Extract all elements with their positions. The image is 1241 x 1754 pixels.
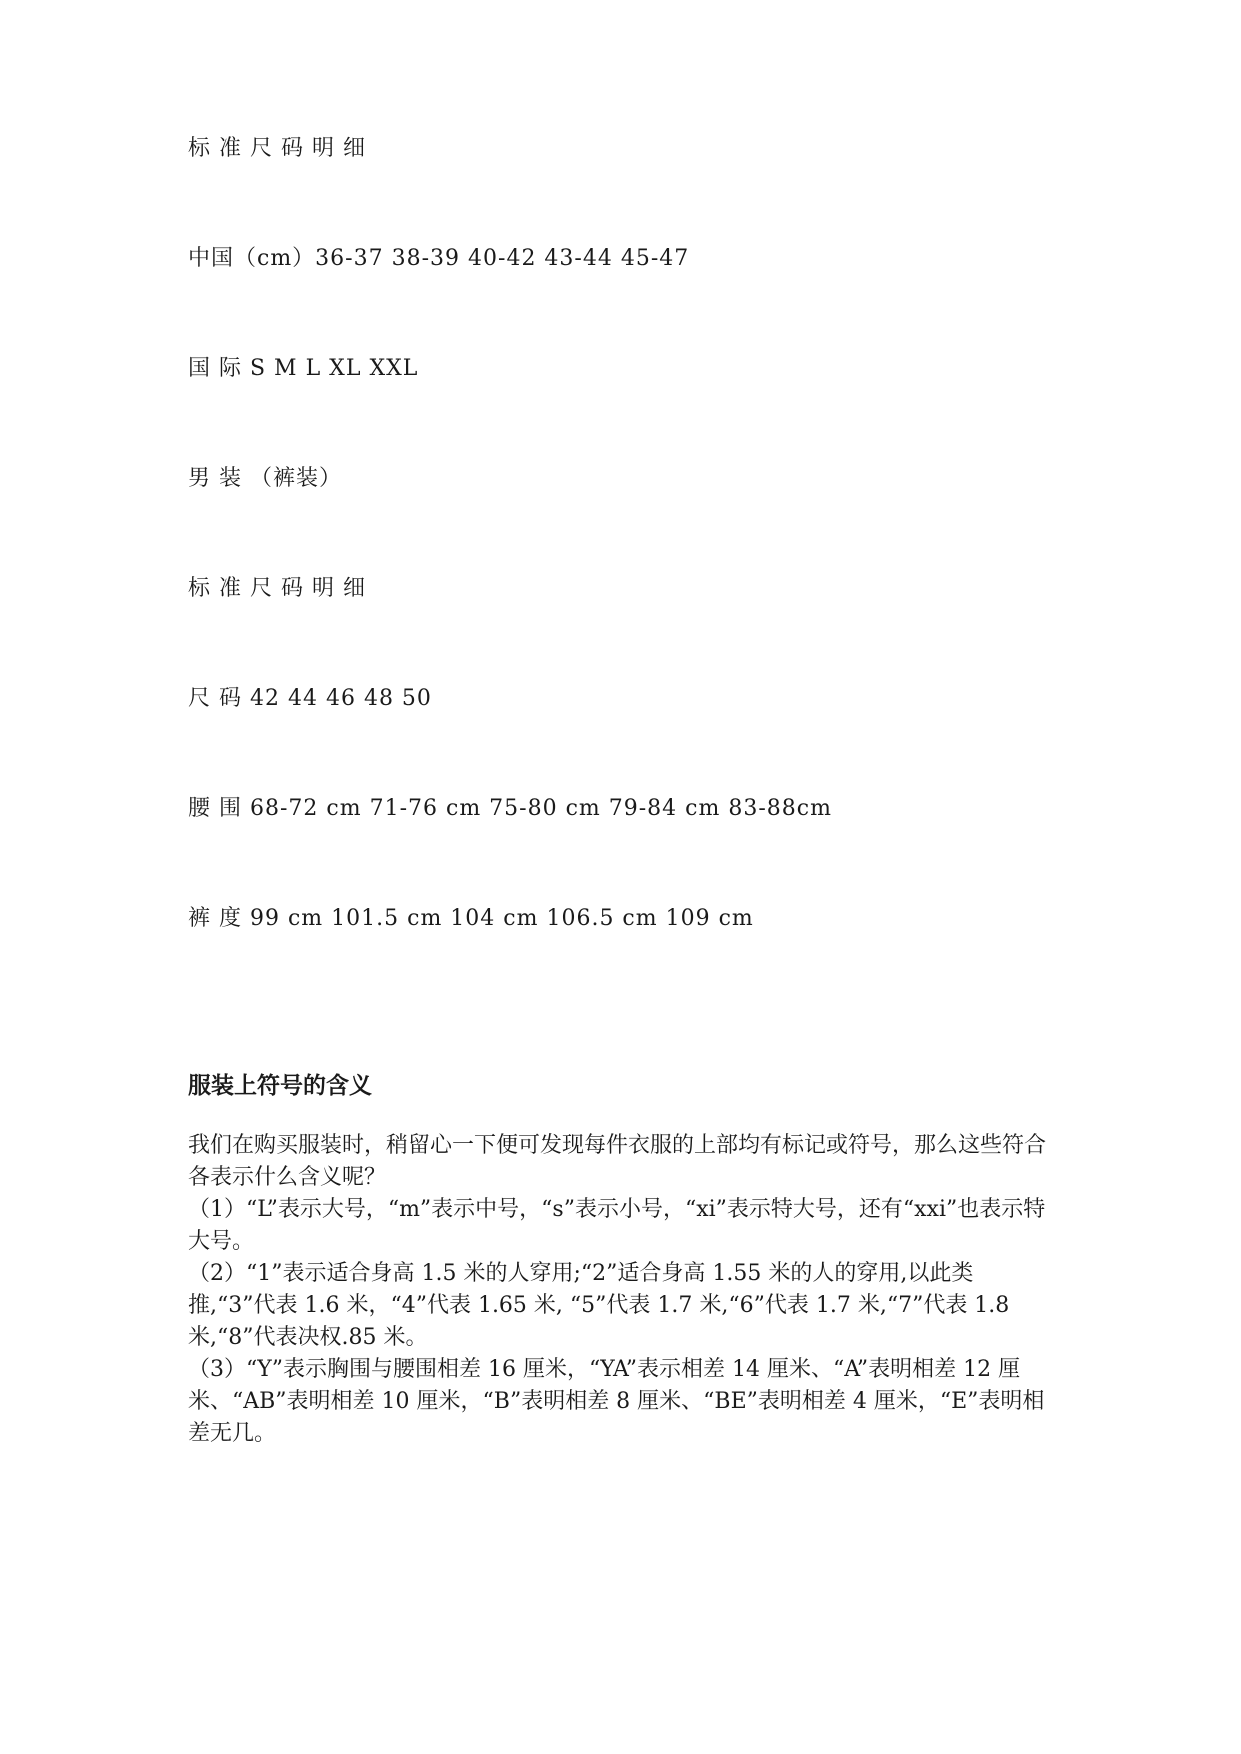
china-size-row: 中国（cm）36-37 38-39 40-42 43-44 45-47 (188, 246, 690, 271)
size-table-heading: 标 准 尺 码 明 细 (188, 136, 366, 161)
paragraph-3: （3）“Y”表示胸围与腰围相差 16 厘米，“YA”表示相差 14 厘米、“A”表明相差 12 厘米、“AB”表明相差 10 厘米，“B”表明相差 8 厘米、“BE”表明相差 4 厘米，“E”表明相差无几。 (188, 1357, 1045, 1446)
paragraph-1: （1）“L”表示大号，“m”表示中号，“s”表示小号，“xi”表示特大号，还有“xxi”也表示特大号。 (188, 1197, 1046, 1254)
international-size-row: 国 际 S M L XL XXL (188, 356, 419, 381)
menswear-pants-heading: 男 装 （裤装） (188, 466, 342, 491)
paragraph-2: （2）“1”表示适合身高 1.5 米的人穿用;“2”适合身高 1.55 米的人的穿用,以此类推,“3”代表 1.6 米，“4”代表 1.65 米, “5”代表 1.7 米,“6”代表 1.7 米,“7”代表 1.8 米,“8”代表决权.85 米。 (188, 1261, 1010, 1350)
size-table-heading-2: 标 准 尺 码 明 细 (188, 576, 366, 601)
waist-row: 腰 围 68-72 cm 71-76 cm 75-80 cm 79-84 cm 83-88cm (188, 796, 832, 821)
pants-length-row: 裤 度 99 cm 101.5 cm 104 cm 106.5 cm 109 cm (188, 906, 754, 931)
section-body (188, 1130, 1056, 1450)
section-title: 服装上符号的含义 (188, 1073, 372, 1099)
intro-paragraph: 我们在购买服装时，稍留心一下便可发现每件衣服的上部均有标记或符号，那么这些符合各表示什么含义呢？ (188, 1133, 1047, 1190)
pants-size-row: 尺 码 42 44 46 48 50 (188, 686, 432, 711)
